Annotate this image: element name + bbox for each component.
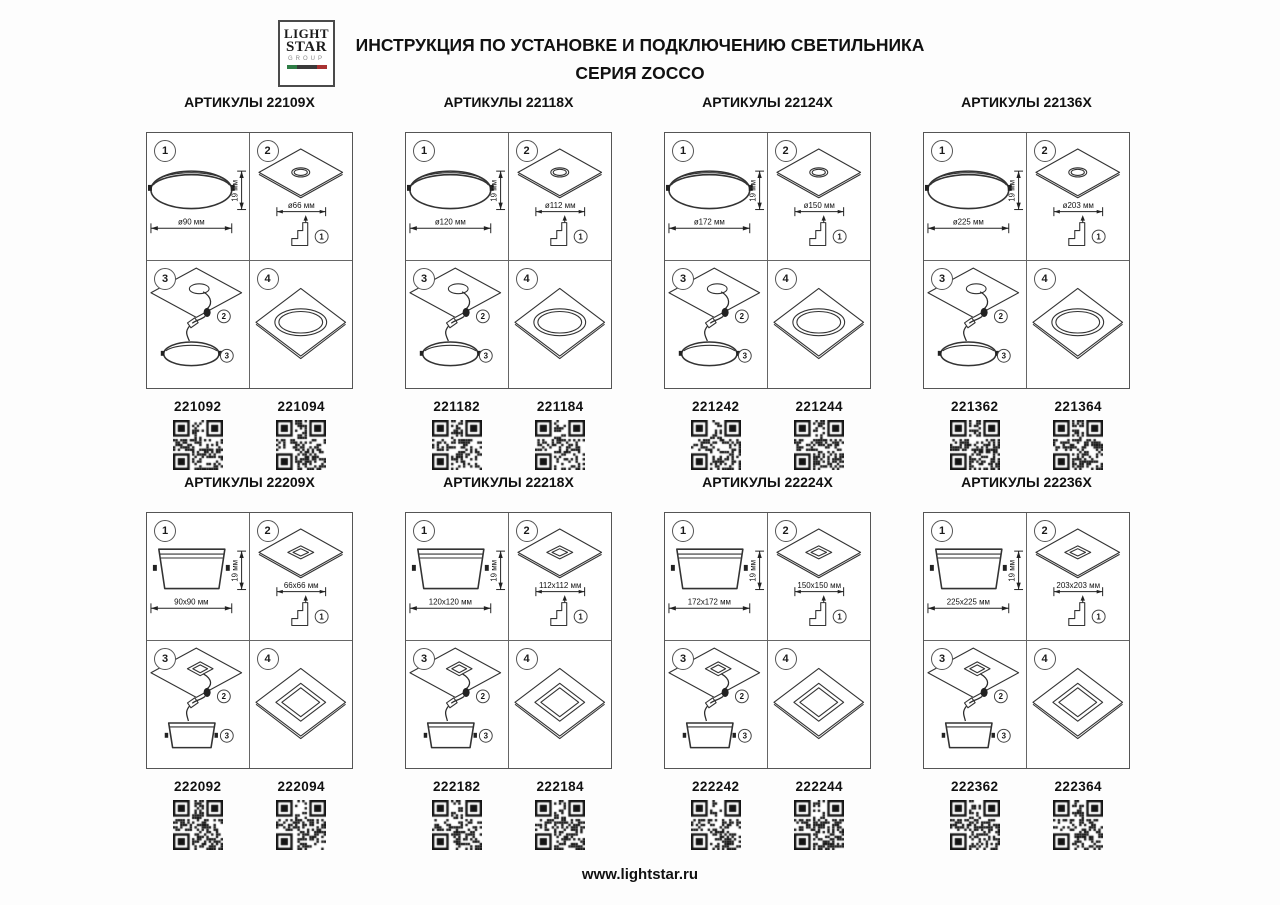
width-dimension-label: 90x90 мм (174, 597, 209, 607)
step-2-badge: 2 (516, 140, 538, 162)
product-panel (923, 94, 1130, 470)
step-1-cell (406, 133, 509, 261)
step-1-cell (406, 513, 509, 641)
step-1-cell (147, 133, 250, 261)
step-3-badge: 3 (154, 268, 176, 290)
articles-row (664, 779, 871, 850)
cutting-tool-icon (291, 223, 307, 246)
instruction-steps-grid (405, 132, 612, 389)
article-code: 221182 (433, 399, 481, 414)
qr-code (950, 800, 1000, 850)
cutout-dimension-label: 203x203 мм (1055, 581, 1100, 591)
articles-row (664, 399, 871, 470)
cutting-tool-icon (1068, 603, 1084, 626)
panel-title: АРТИКУЛЫ 22218X (443, 474, 574, 490)
article-item (509, 779, 613, 850)
article-code: 221092 (174, 399, 222, 414)
step-4-badge: 4 (257, 648, 279, 670)
logo-text-light: LIGHT (283, 26, 330, 41)
tool-note-ref: 1 (318, 232, 324, 242)
step-2-badge: 2 (257, 520, 279, 542)
step-2-cell (768, 513, 871, 641)
qr-code (691, 420, 741, 470)
article-item (146, 399, 250, 470)
step-2-cell (1027, 513, 1130, 641)
width-dimension-label: ø225 мм (952, 217, 984, 227)
step-4-cell (768, 261, 871, 389)
product-panel (405, 94, 612, 470)
step-4-cell (1027, 641, 1130, 769)
article-code: 222092 (174, 779, 222, 794)
product-panel (146, 94, 353, 470)
instruction-steps-grid (405, 512, 612, 769)
panel-title: АРТИКУЛЫ 22124X (702, 94, 833, 110)
cutting-tool-icon (809, 603, 825, 626)
tool-note-ref: 1 (1095, 232, 1101, 242)
qr-code (535, 420, 585, 470)
product-panel (405, 474, 612, 850)
step-4-badge: 4 (775, 268, 797, 290)
tool-note-ref: 1 (577, 612, 583, 622)
article-item (250, 399, 354, 470)
cutout-dimension-label: 112x112 мм (538, 581, 581, 591)
article-item (146, 779, 250, 850)
mount-note-ref: 3 (742, 351, 748, 361)
step-3-badge: 3 (931, 268, 953, 290)
wire-connector (722, 307, 729, 316)
product-panel (146, 474, 353, 850)
step-1-badge: 1 (672, 520, 694, 542)
article-item (768, 779, 872, 850)
panel-title: АРТИКУЛЫ 22118X (443, 94, 574, 110)
article-code: 222364 (1054, 779, 1102, 794)
step-4-badge: 4 (257, 268, 279, 290)
step-3-badge: 3 (672, 648, 694, 670)
step-1-badge: 1 (672, 140, 694, 162)
step-4-cell (250, 641, 353, 769)
article-item (250, 779, 354, 850)
step-2-cell (509, 133, 612, 261)
tool-note-ref: 1 (1095, 612, 1101, 622)
qr-code (1053, 420, 1103, 470)
qr-code (432, 800, 482, 850)
connect-note-ref: 2 (739, 691, 745, 701)
article-code: 222184 (536, 779, 584, 794)
step-2-badge: 2 (516, 520, 538, 542)
qr-code (535, 800, 585, 850)
title-block (0, 31, 1280, 87)
mount-note-ref: 3 (483, 731, 489, 741)
logo-text-star: STAR (286, 39, 327, 55)
article-code: 222182 (433, 779, 481, 794)
step-2-badge: 2 (1034, 140, 1056, 162)
step-2-badge: 2 (775, 140, 797, 162)
cutout-dimension-label: ø112 мм (544, 201, 576, 211)
panel-title: АРТИКУЛЫ 22224X (702, 474, 833, 490)
wire-connector (981, 687, 988, 696)
panel-title: АРТИКУЛЫ 22236X (961, 474, 1092, 490)
article-code: 221184 (536, 399, 584, 414)
panel-title: АРТИКУЛЫ 22136X (961, 94, 1092, 110)
articles-row (405, 399, 612, 470)
step-1-badge: 1 (413, 140, 435, 162)
step-2-cell (250, 133, 353, 261)
article-code: 222094 (277, 779, 325, 794)
cutting-tool-icon (550, 223, 566, 246)
articles-row (923, 399, 1130, 470)
step-2-cell (1027, 133, 1130, 261)
mount-note-ref: 3 (483, 351, 489, 361)
connect-note-ref: 2 (221, 691, 227, 701)
step-2-badge: 2 (257, 140, 279, 162)
step-2-cell (768, 133, 871, 261)
height-dimension-label: 19 мм (230, 559, 240, 582)
height-dimension-label: 19 мм (748, 559, 758, 582)
articles-row (923, 779, 1130, 850)
cutout-dimension-label: ø66 мм (287, 201, 315, 211)
article-code: 221364 (1054, 399, 1102, 414)
wire-connector (463, 687, 470, 696)
article-code: 222244 (795, 779, 843, 794)
step-3-badge: 3 (413, 268, 435, 290)
qr-code (1053, 800, 1103, 850)
product-panel (664, 474, 871, 850)
mount-note-ref: 3 (224, 731, 230, 741)
step-3-cell (924, 641, 1027, 769)
step-4-cell (250, 261, 353, 389)
article-code: 221362 (951, 399, 999, 414)
step-4-badge: 4 (1034, 648, 1056, 670)
step-4-badge: 4 (1034, 268, 1056, 290)
qr-code (432, 420, 482, 470)
instruction-steps-grid (923, 512, 1130, 769)
qr-code (794, 420, 844, 470)
step-3-cell (406, 261, 509, 389)
qr-code (794, 800, 844, 850)
panel-title: АРТИКУЛЫ 22209X (184, 474, 315, 490)
tool-note-ref: 1 (318, 612, 324, 622)
connect-note-ref: 2 (998, 691, 1004, 701)
articles-row (146, 779, 353, 850)
step-1-badge: 1 (413, 520, 435, 542)
articles-row (146, 399, 353, 470)
product-panel (923, 474, 1130, 850)
width-dimension-label: 172x172 мм (687, 597, 731, 607)
step-3-cell (924, 261, 1027, 389)
article-item (923, 399, 1027, 470)
step-2-cell (250, 513, 353, 641)
height-dimension-label: 19 мм (1007, 559, 1017, 582)
mount-note-ref: 3 (1001, 731, 1007, 741)
article-code: 221242 (692, 399, 740, 414)
step-4-badge: 4 (516, 268, 538, 290)
step-3-cell (406, 641, 509, 769)
step-2-badge: 2 (1034, 520, 1056, 542)
step-3-cell (665, 261, 768, 389)
website-url: www.lightstar.ru (581, 866, 699, 883)
height-dimension-label: 19 мм (748, 179, 758, 202)
step-3-badge: 3 (154, 648, 176, 670)
step-2-cell (509, 513, 612, 641)
step-3-cell (147, 261, 250, 389)
width-dimension-label: ø172 мм (693, 217, 725, 227)
article-code: 221244 (795, 399, 843, 414)
instruction-steps-grid (146, 132, 353, 389)
step-1-cell (665, 513, 768, 641)
cutout-dimension-label: ø203 мм (1062, 201, 1094, 211)
article-item (664, 779, 768, 850)
cutout-dimension-label: ø150 мм (803, 201, 835, 211)
article-item (405, 399, 509, 470)
qr-code (276, 800, 326, 850)
step-4-badge: 4 (516, 648, 538, 670)
step-3-cell (147, 641, 250, 769)
width-dimension-label: ø120 мм (434, 217, 466, 227)
instruction-steps-grid (664, 132, 871, 389)
cutting-tool-icon (809, 223, 825, 246)
tool-note-ref: 1 (836, 612, 842, 622)
height-dimension-label: 19 мм (489, 179, 499, 202)
step-1-badge: 1 (931, 140, 953, 162)
cutting-tool-icon (291, 603, 307, 626)
step-2-badge: 2 (775, 520, 797, 542)
instruction-steps-grid (923, 132, 1130, 389)
step-4-cell (1027, 261, 1130, 389)
article-item (1027, 399, 1131, 470)
article-code: 222362 (951, 779, 999, 794)
step-1-badge: 1 (931, 520, 953, 542)
connect-note-ref: 2 (480, 691, 486, 701)
mount-note-ref: 3 (742, 731, 748, 741)
article-code: 221094 (277, 399, 325, 414)
wire-connector (722, 687, 729, 696)
page-subtitle: СЕРИЯ ZOCCO (575, 63, 705, 83)
step-1-badge: 1 (154, 520, 176, 542)
step-1-cell (924, 133, 1027, 261)
qr-code (276, 420, 326, 470)
step-4-cell (768, 641, 871, 769)
cutout-dimension-label: 150x150 мм (796, 581, 841, 591)
article-item (664, 399, 768, 470)
article-item (923, 779, 1027, 850)
connect-note-ref: 2 (998, 311, 1004, 321)
step-3-badge: 3 (413, 648, 435, 670)
article-item (768, 399, 872, 470)
article-code: 222242 (692, 779, 740, 794)
qr-code (173, 420, 223, 470)
cutting-tool-icon (1068, 223, 1084, 246)
width-dimension-label: 225x225 мм (946, 597, 990, 607)
height-dimension-label: 19 мм (489, 559, 499, 582)
step-1-badge: 1 (154, 140, 176, 162)
footer (0, 866, 1280, 883)
step-4-cell (509, 261, 612, 389)
wire-connector (204, 687, 211, 696)
width-dimension-label: ø90 мм (178, 217, 205, 227)
instruction-steps-grid (146, 512, 353, 769)
qr-code (173, 800, 223, 850)
qr-code (691, 800, 741, 850)
step-3-badge: 3 (931, 648, 953, 670)
panels-grid (146, 94, 1130, 850)
connect-note-ref: 2 (739, 311, 745, 321)
connect-note-ref: 2 (221, 311, 227, 321)
height-dimension-label: 19 мм (230, 179, 240, 202)
logo-text-group: GROUP (287, 56, 325, 62)
step-1-cell (665, 133, 768, 261)
width-dimension-label: 120x120 мм (428, 597, 472, 607)
mount-note-ref: 3 (1001, 351, 1007, 361)
wire-connector (981, 307, 988, 316)
article-item (405, 779, 509, 850)
step-1-cell (147, 513, 250, 641)
step-4-cell (509, 641, 612, 769)
wire-connector (463, 307, 470, 316)
tool-note-ref: 1 (577, 232, 583, 242)
panel-title: АРТИКУЛЫ 22109X (184, 94, 315, 110)
article-item (509, 399, 613, 470)
wire-connector (204, 307, 211, 316)
article-item (1027, 779, 1131, 850)
qr-code (950, 420, 1000, 470)
cutout-dimension-label: 66x66 мм (283, 581, 319, 591)
articles-row (405, 779, 612, 850)
mount-note-ref: 3 (224, 351, 230, 361)
step-4-badge: 4 (775, 648, 797, 670)
height-dimension-label: 19 мм (1007, 179, 1017, 202)
connect-note-ref: 2 (480, 311, 486, 321)
step-1-cell (924, 513, 1027, 641)
tool-note-ref: 1 (836, 232, 842, 242)
step-3-cell (665, 641, 768, 769)
instruction-steps-grid (664, 512, 871, 769)
step-3-badge: 3 (672, 268, 694, 290)
product-panel (664, 94, 871, 470)
page-title: ИНСТРУКЦИЯ ПО УСТАНОВКЕ И ПОДКЛЮЧЕНИЮ СВЕТИЛЬНИКА (355, 35, 925, 55)
cutting-tool-icon (550, 603, 566, 626)
